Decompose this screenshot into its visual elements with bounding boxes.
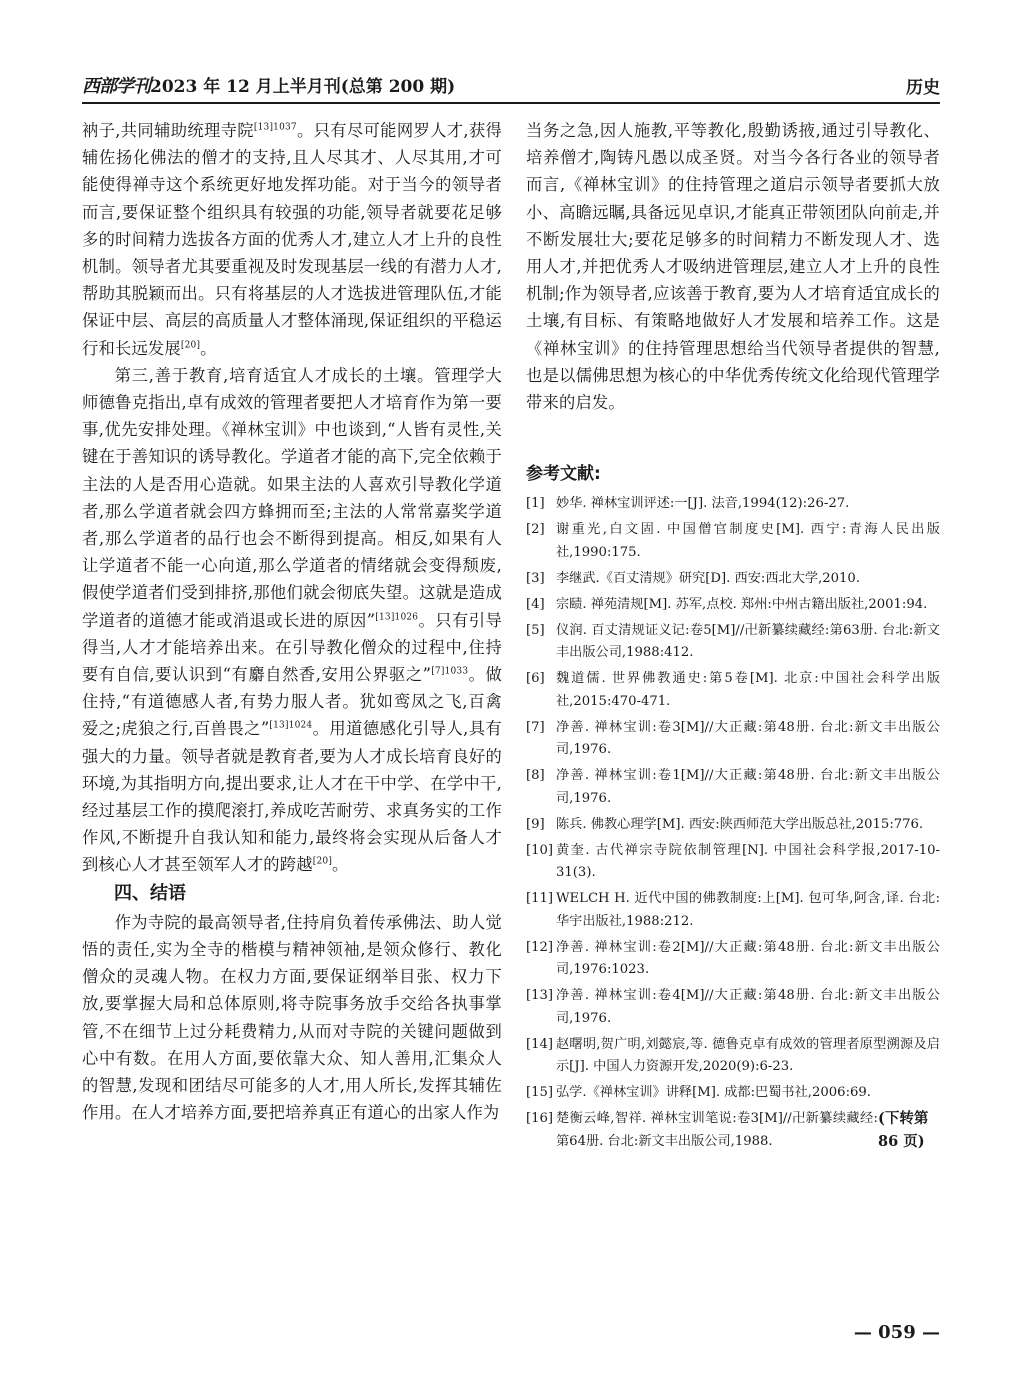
journal-issue: 2023 年 12 月上半月刊(总第 200 期) [150,77,456,97]
reference-item [526,717,940,762]
left-column [82,117,502,1126]
reference-number: [2] [526,522,545,538]
section-label: 历史 [906,78,940,98]
reference-text: 净善. 禅林宝训:卷4[M]//大正藏:第48册. 台北:新文丰出版公司,1976. [556,988,940,1026]
reference-number: [1] [526,496,545,512]
reference-item [526,668,940,713]
reference-text: 黄奎. 古代禅宗寺院依制管理[N]. 中国社会科学报,2017-10-31(3). [556,842,940,881]
citation: [7]1033 [431,666,469,677]
reference-text: 谢重光,白文固. 中国僧官制度史[M]. 西宁:青海人民出版社,1990:175. [556,522,940,560]
reference-item [526,493,940,516]
reference-item [526,985,940,1030]
text: 衲子,共同辅助统理寺院 [82,121,254,140]
reference-number: [11] [526,891,554,907]
reference-number: [13] [526,988,554,1004]
continued-note: (下转第 86 页) [878,1110,929,1150]
reference-text: 宗赜. 禅苑清规[M]. 苏军,点校. 郑州:中州古籍出版社,2001:94. [556,596,928,612]
reference-item [526,888,940,933]
reference-number: [16] [526,1111,554,1127]
references-list [526,493,940,1153]
reference-item [526,594,940,617]
reference-number: [15] [526,1085,554,1101]
reference-item [526,840,940,885]
reference-text: 赵曙明,贺广明,刘懿宸,等. 德鲁克卓有成效的管理者原型溯源及启示[J]. 中国人力资源开发,2020(9):6-23. [556,1036,940,1075]
reference-text: WELCH H. 近代中国的佛教制度:上[M]. 包可华,阿含,译. 台北:华宇出版社,1988:212. [556,891,940,929]
citation: [20] [312,857,333,868]
running-header [82,72,940,104]
reference-item [526,568,940,591]
reference-text: 妙华. 禅林宝训评述:一[J]. 法音,1994(12):26-27. [556,496,850,512]
text: 。 [332,855,349,875]
text: 。用道德感化引导人,具有强大的力量。领导者就是教育者,要为人才成长培育良好的环境,为其指明方向,提出要求,让人才在干中学、在学中干,经过基层工作的摸爬滚打,养成吃苦耐劳、求真务实的工作作风,不断提升自我认知和能力,最终将会实现从后备人才到核心人才甚至领军人才的跨越 [82,719,502,875]
paragraph-2 [82,362,502,879]
journal-brand: 西部学刊 [82,76,150,97]
reference-text: 净善. 禅林宝训:卷3[M]//大正藏:第48册. 台北:新文丰出版公司,1976. [556,719,940,758]
paragraph-4: 当务之急,因人施教,平等教化,殷勤诱掖,通过引导教化、培养僧才,陶铸凡愚以成圣贤。对当今各行各业的领导者而言,《禅林宝训》的住持管理之道启示领导者要抓大放小、高瞻远瞩,具备远见卓识,才能真正带领团队向前走,并不断发展壮大;要花足够多的时间精力不断发现人才、选用人才,并把优秀人才吸纳进管理层,建立人才上升的良性机制;作为领导者,应该善于教育,要为人才培育适宜成长的土壤,有目标、有策略地做好人才发展和培养工作。这是《禅林宝训》的住持管理思想给当代领导者提供的智慧,也是以儒佛思想为核心的中华优秀传统文化给现代管理学带来的启发。 [526,121,940,413]
journal-header [82,72,455,98]
citation: [20] [180,340,201,351]
reference-item [526,519,940,564]
reference-number: [6] [526,671,545,687]
text: 。 [200,338,217,358]
reference-number: [14] [526,1036,554,1052]
reference-number: [5] [526,622,545,638]
reference-number: [12] [526,939,554,955]
right-column [526,117,940,1157]
text: 。做住持,“有道德感人者,有势力服人者。犹如鸾凤之飞,百禽爱之;虎狼之行,百兽畏之” [82,665,502,739]
reference-text: 陈兵. 佛教心理学[M]. 西安:陕西师范大学出版总社,2015:776. [556,816,924,832]
reference-number: [8] [526,768,545,784]
section-heading: 四、结语 [114,882,186,904]
page-number: — 059 — [853,1322,940,1343]
text: 。只有尽可能网罗人才,获得辅佐扬化佛法的僧才的支持,且人尽其才、人尽其用,才可能使得禅寺这个系统更好地发挥功能。对于当今的领导者而言,要保证整个组织具有较强的功能,领导者就要花足够多的时间精力选拔各方面的优秀人才,建立人才上升的良性机制。领导者尤其要重视及时发现基层一线的有潜力人才,帮助其脱颖而出。只有将基层的人才选拔进管理队伍,才能保证中层、高层的高质量人才整体涌现,保证组织的平稳运行和长远发展 [82,121,502,358]
reference-text: 楚衡云峰,智祥. 禅林宝训笔说:卷3[M]//卍新纂续藏经:第64册. 台北:新文丰出版公司,1988. [556,1111,878,1149]
reference-number: [7] [526,719,545,735]
reference-item [526,814,940,837]
reference-item [526,937,940,982]
reference-item [526,765,940,810]
citation: [13]1024 [269,721,313,732]
reference-number: [4] [526,596,545,612]
reference-text: 净善. 禅林宝训:卷1[M]//大正藏:第48册. 台北:新文丰出版公司,1976. [556,768,940,806]
reference-text: 净善. 禅林宝训:卷2[M]//大正藏:第48册. 台北:新文丰出版公司,1976:1023. [556,939,940,978]
reference-text: 弘学.《禅林宝训》讲释[M]. 成都:巴蜀书社,2006:69. [556,1085,871,1101]
reference-number: [10] [526,842,554,858]
references-heading: 参考文献: [526,464,601,485]
reference-item [526,620,940,665]
reference-text: 李继武.《百丈清规》研究[D]. 西安:西北大学,2010. [556,570,861,586]
reference-item [526,1108,940,1153]
citation: [13]1037 [253,122,297,133]
reference-number: [3] [526,570,545,586]
paragraph-1 [82,117,502,362]
reference-number: [9] [526,816,545,832]
reference-text: 仪润. 百丈清规证义记:卷5[M]//卍新纂续藏经:第63册. 台北:新文丰出版公司,1988:412. [556,622,940,661]
reference-item [526,1034,940,1079]
reference-text: 魏道儒. 世界佛教通史:第5卷[M]. 北京:中国社会科学出版社,2015:470-471. [556,671,940,709]
citation: [13]1026 [375,612,419,623]
text: 第三,善于教育,培育适宜人才成长的土壤。管理学大师德鲁克指出,卓有成效的管理者要把人才培育作为第一要事,优先安排处理。《禅林宝训》中也谈到,“人皆有灵性,关键在于善知识的诱导教化。学道者才能的高下,完全依赖于主法的人是否用心造就。如果主法的人喜欢引导教化学道者,那么学道者就会四方蜂拥而至;主法的人常常嘉奖学道者,那么学道者的品行也会不断得到提高。相反,如果有人让学道者不能一心向道,那么学道者的情绪就会变得颓废,假使学道者们受到排挤,那他们就会彻底失望。这就是造成学道者的道德才能或消退或长进的原因” [82,365,502,630]
reference-item [526,1082,940,1105]
text: 。只有引导得当,人才才能培养出来。在引导教化僧众的过程中,住持要有自信,要认识到“有麝自然香,安用公界驱之” [82,610,502,685]
paragraph-3: 作为寺院的最高领导者,住持肩负着传承佛法、助人觉悟的责任,实为全寺的楷模与精神领袖,是领众修行、教化僧众的灵魂人物。在权力方面,要保证纲举目张、权力下放,要掌握大局和总体原则,将寺院事务放手交给各执事掌管,不在细节上过分耗费精力,从而对寺院的关键问题做到心中有数。在用人方面,要依靠大众、知人善用,汇集众人的智慧,发现和团结尽可能多的人才,用人所长,发挥其辅佐作用。在人才培养方面,要把培养真正有道心的出家人作为 [82,912,502,1123]
